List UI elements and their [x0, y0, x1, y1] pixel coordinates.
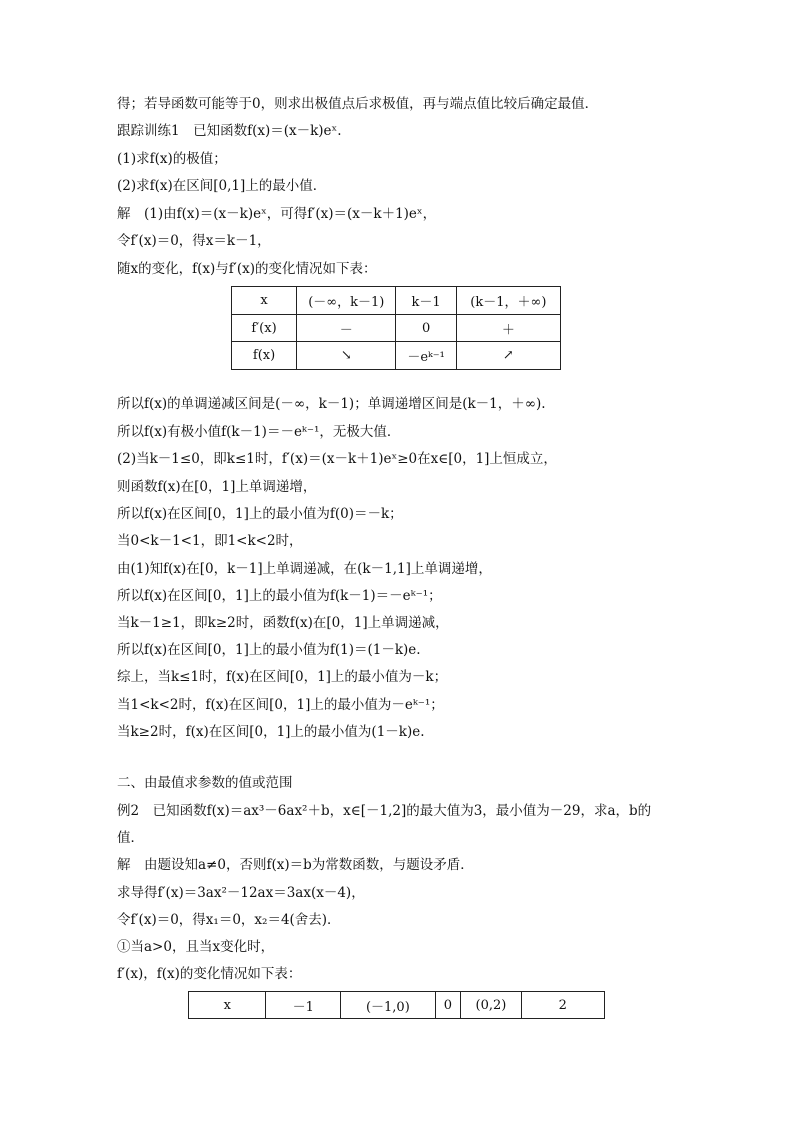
variation-table-1	[231, 286, 561, 370]
table-cell: x	[189, 992, 266, 1019]
text-line: 综上，当k≤1时，f(x)在区间[0，1]上的最小值为－k；	[117, 669, 448, 685]
text-line: 则函数f(x)在[0，1]上单调递增，	[117, 479, 317, 495]
text-line: 所以f(x)有极小值f(k－1)＝－eᵏ⁻¹，无极大值．	[117, 424, 401, 440]
text-line: 所以f(x)在区间[0，1]上的最小值为f(0)＝－k；	[117, 506, 403, 522]
text-line: 当k≥2时，f(x)在区间[0，1]上的最小值为(1－k)e.	[117, 724, 425, 740]
table-cell: ↘	[297, 342, 396, 370]
text-line: 令f′(x)＝0，得x₁＝0，x₂＝4(舍去)．	[117, 912, 341, 928]
table-cell: －1	[266, 992, 341, 1019]
table-cell: 0	[435, 992, 461, 1019]
text-line: 由(1)知f(x)在[0，k－1]上单调递减，在(k－1,1]上单调递增，	[117, 561, 492, 577]
table-cell: (－∞，k－1)	[297, 287, 396, 315]
text-line: (1)求f(x)的极值；	[117, 151, 227, 167]
table-cell: (0,2)	[461, 992, 521, 1019]
text-line: 跟踪训练1 已知函数f(x)＝(x－k)eˣ.	[117, 123, 342, 139]
text-line: 所以f(x)的单调递减区间是(－∞，k－1)；单调递增区间是(k－1，＋∞).	[117, 396, 546, 412]
text-line: 求导得f′(x)＝3ax²－12ax＝3ax(x－4)，	[117, 885, 365, 901]
text-line: 令f′(x)＝0，得x＝k－1，	[117, 233, 271, 249]
text-line: ①当a>0，且当x变化时，	[117, 939, 275, 955]
text-line: 解 由题设知a≠0，否则f(x)＝b为常数函数，与题设矛盾．	[117, 857, 474, 873]
table-row	[189, 992, 605, 1019]
table-cell: k－1	[396, 287, 456, 315]
text-line: 例2 已知函数f(x)＝ax³－6ax²＋b，x∈[－1,2]的最大值为3，最小值为－29，求a，b的	[117, 803, 652, 819]
table-cell: (k－1，＋∞)	[456, 287, 560, 315]
table-row	[232, 342, 561, 370]
table-cell: 0	[396, 315, 456, 342]
table-row	[232, 315, 561, 342]
table-cell: x	[232, 287, 297, 315]
text-line: 所以f(x)在区间[0，1]上的最小值为f(1)＝(1－k)e.	[117, 642, 421, 658]
table-row	[232, 287, 561, 315]
table-cell: －eᵏ⁻¹	[396, 342, 456, 370]
text-line: 值．	[117, 830, 144, 846]
table-cell: f′(x)	[232, 315, 297, 342]
text-line: (2)当k－1≤0，即k≤1时，f′(x)＝(x－k＋1)eˣ≥0在x∈[0，1]上恒成立，	[117, 451, 557, 467]
text-line: 得；若导函数可能等于0，则求出极值点后求极值，再与端点值比较后确定最值．	[117, 96, 599, 112]
text-line: 所以f(x)在区间[0，1]上的最小值为f(k－1)＝－eᵏ⁻¹；	[117, 588, 442, 604]
table-cell: ↗	[456, 342, 560, 370]
table-cell: (－1,0)	[341, 992, 436, 1019]
section-heading: 二、由最值求参数的值或范围	[117, 775, 293, 791]
text-line: 当k－1≥1，即k≥2时，函数f(x)在[0，1]上单调递减，	[117, 615, 449, 631]
text-line: 解 (1)由f(x)＝(x－k)eˣ，可得f′(x)＝(x－k＋1)eˣ，	[117, 206, 437, 222]
text-line: 随x的变化，f(x)与f′(x)的变化情况如下表：	[117, 261, 377, 277]
table-cell: ＋	[456, 315, 560, 342]
text-line: (2)求f(x)在区间[0,1]上的最小值．	[117, 178, 327, 194]
table-cell: f(x)	[232, 342, 297, 370]
text-line: f′(x)，f(x)的变化情况如下表：	[117, 966, 302, 982]
text-line: 当1<k<2时，f(x)在区间[0，1]上的最小值为－eᵏ⁻¹；	[117, 697, 444, 713]
text-line: 当0<k－1<1，即1<k<2时，	[117, 533, 303, 549]
table-cell: 2	[521, 992, 604, 1019]
variation-table-2	[188, 991, 605, 1019]
table-cell: －	[297, 315, 396, 342]
